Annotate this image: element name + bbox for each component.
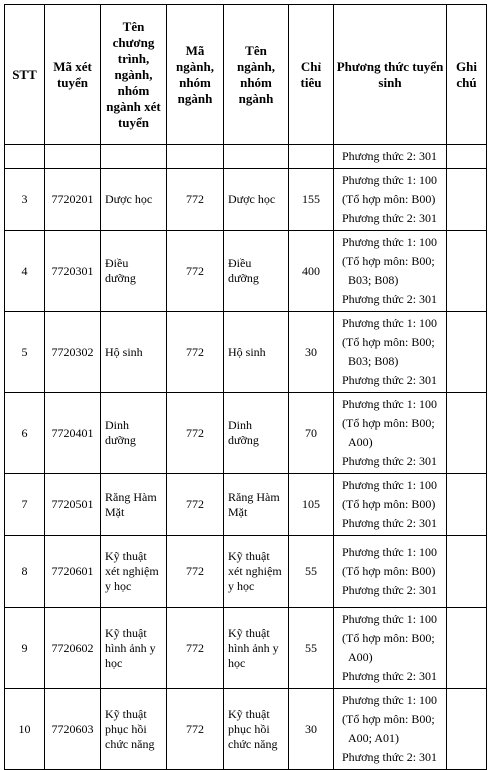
- cell-empty: [289, 145, 334, 169]
- cell-phuong-thuc: [334, 145, 447, 169]
- header-stt: STT: [5, 5, 45, 145]
- cell-empty: [224, 145, 289, 169]
- cell-ma-nganh: 772: [167, 608, 224, 689]
- table-row: [5, 169, 487, 231]
- cell-empty: [167, 145, 224, 169]
- header-ghi-chu: Ghi chú: [447, 5, 487, 145]
- cell-ma-xet-tuyen: 7720603: [45, 689, 101, 770]
- cell-ten-nganh: Hộ sinh: [224, 312, 289, 393]
- header-ma-xet-tuyen: Mã xét tuyển: [45, 5, 101, 145]
- admissions-table: [4, 4, 487, 770]
- method-line: (Tổ hợp môn: B00;: [342, 631, 435, 645]
- cell-stt: 3: [5, 169, 45, 231]
- cell-phuong-thuc: [334, 608, 447, 689]
- method-line: Phương thức 2: 301: [342, 750, 438, 764]
- cell-ma-nganh: 772: [167, 312, 224, 393]
- method-line: Phương thức 2: 301: [342, 149, 438, 163]
- cell-stt: 9: [5, 608, 45, 689]
- table-row: [5, 393, 487, 474]
- cell-ghi-chu: [447, 312, 487, 393]
- cell-ten-nganh: Răng Hàm Mặt: [224, 474, 289, 536]
- cell-ten-chuong-trinh: Răng Hàm Mặt: [101, 474, 167, 536]
- header-ten-chuong-trinh: Tên chương trình, ngành, nhóm ngành xét tuyển: [101, 5, 167, 145]
- header-ma-nganh: Mã ngành, nhóm ngành: [167, 5, 224, 145]
- cell-chi-tieu: 55: [289, 608, 334, 689]
- method-line: (Tổ hợp môn: B00;: [342, 335, 435, 349]
- cell-ten-chuong-trinh: Kỹ thuật xét nghiệm y học: [101, 536, 167, 608]
- cell-ghi-chu: [447, 689, 487, 770]
- cell-phuong-thuc: [334, 312, 447, 393]
- method-line: Phương thức 2: 301: [342, 454, 438, 468]
- cell-ma-xet-tuyen: 7720601: [45, 536, 101, 608]
- cell-ten-nganh: Kỹ thuật hình ảnh y học: [224, 608, 289, 689]
- cell-ghi-chu: [447, 169, 487, 231]
- method-line: (Tổ hợp môn: B00): [342, 497, 436, 511]
- method-line: (Tổ hợp môn: B00;: [342, 416, 435, 430]
- cell-ten-chuong-trinh: Kỹ thuật hình ảnh y học: [101, 608, 167, 689]
- table-row: [5, 474, 487, 536]
- cell-chi-tieu: 155: [289, 169, 334, 231]
- method-line: Phương thức 2: 301: [342, 292, 438, 306]
- cell-chi-tieu: 105: [289, 474, 334, 536]
- method-line: Phương thức 1: 100: [342, 316, 438, 330]
- cell-ten-chuong-trinh: Kỹ thuật phục hồi chức năng: [101, 689, 167, 770]
- table-row: [5, 536, 487, 608]
- cell-stt: 10: [5, 689, 45, 770]
- method-line: Phương thức 2: 301: [342, 211, 438, 225]
- cell-chi-tieu: 30: [289, 312, 334, 393]
- method-line: Phương thức 1: 100: [342, 693, 438, 707]
- cell-ma-xet-tuyen: 7720401: [45, 393, 101, 474]
- cell-stt: 5: [5, 312, 45, 393]
- cell-ghi-chu: [447, 474, 487, 536]
- cell-ghi-chu: [447, 536, 487, 608]
- cell-phuong-thuc: [334, 689, 447, 770]
- cell-ghi-chu: [447, 231, 487, 312]
- method-line: Phương thức 2: 301: [342, 373, 438, 387]
- cell-stt: 8: [5, 536, 45, 608]
- table-row: [5, 689, 487, 770]
- cell-chi-tieu: 55: [289, 536, 334, 608]
- method-line: Phương thức 2: 301: [342, 516, 438, 530]
- method-line: Phương thức 2: 301: [342, 583, 438, 597]
- method-line: (Tổ hợp môn: B00;: [342, 712, 435, 726]
- cell-chi-tieu: 30: [289, 689, 334, 770]
- cell-ten-nganh: Dược học: [224, 169, 289, 231]
- cell-ten-chuong-trinh: Điều dưỡng: [101, 231, 167, 312]
- cell-phuong-thuc: [334, 231, 447, 312]
- cell-ma-nganh: 772: [167, 689, 224, 770]
- method-line: (Tổ hợp môn: B00): [342, 192, 436, 206]
- method-line: B03; B08): [348, 354, 399, 368]
- table-row: [5, 312, 487, 393]
- table-row: [5, 231, 487, 312]
- cell-empty: [45, 145, 101, 169]
- cell-ten-nganh: Điều dưỡng: [224, 231, 289, 312]
- method-line: Phương thức 2: 301: [342, 669, 438, 683]
- cell-ghi-chu: [447, 608, 487, 689]
- table-row-continued: [5, 145, 487, 169]
- cell-stt: 4: [5, 231, 45, 312]
- cell-chi-tieu: 400: [289, 231, 334, 312]
- method-line: Phương thức 1: 100: [342, 397, 438, 411]
- cell-ma-xet-tuyen: 7720201: [45, 169, 101, 231]
- cell-ghi-chu: [447, 393, 487, 474]
- method-line: Phương thức 1: 100: [342, 545, 438, 559]
- cell-stt: 6: [5, 393, 45, 474]
- header-phuong-thuc: Phương thức tuyển sinh: [334, 5, 447, 145]
- method-line: (Tổ hợp môn: B00): [342, 564, 436, 578]
- cell-chi-tieu: 70: [289, 393, 334, 474]
- cell-ma-xet-tuyen: 7720302: [45, 312, 101, 393]
- table-row: [5, 608, 487, 689]
- cell-ma-nganh: 772: [167, 231, 224, 312]
- cell-phuong-thuc: [334, 474, 447, 536]
- cell-ten-chuong-trinh: Hộ sinh: [101, 312, 167, 393]
- method-line: A00): [348, 435, 373, 449]
- cell-phuong-thuc: [334, 169, 447, 231]
- cell-ma-xet-tuyen: 7720501: [45, 474, 101, 536]
- cell-ten-nganh: Kỹ thuật xét nghiệm y học: [224, 536, 289, 608]
- cell-ma-nganh: 772: [167, 393, 224, 474]
- cell-ma-xet-tuyen: 7720602: [45, 608, 101, 689]
- method-line: Phương thức 1: 100: [342, 235, 438, 249]
- method-line: A00; A01): [348, 731, 399, 745]
- cell-ma-xet-tuyen: 7720301: [45, 231, 101, 312]
- cell-phuong-thuc: [334, 393, 447, 474]
- cell-stt: 7: [5, 474, 45, 536]
- method-line: (Tổ hợp môn: B00;: [342, 254, 435, 268]
- cell-ten-nganh: Kỹ thuật phục hồi chức năng: [224, 689, 289, 770]
- cell-empty: [5, 145, 45, 169]
- method-line: B03; B08): [348, 273, 399, 287]
- cell-ma-nganh: 772: [167, 536, 224, 608]
- method-line: A00): [348, 650, 373, 664]
- header-chi-tieu: Chỉ tiêu: [289, 5, 334, 145]
- method-line: Phương thức 1: 100: [342, 612, 438, 626]
- header-ten-nganh: Tên ngành, nhóm ngành: [224, 5, 289, 145]
- cell-phuong-thuc: [334, 536, 447, 608]
- cell-ten-chuong-trinh: Dược học: [101, 169, 167, 231]
- cell-ma-nganh: 772: [167, 169, 224, 231]
- method-line: Phương thức 1: 100: [342, 173, 438, 187]
- method-line: Phương thức 1: 100: [342, 478, 438, 492]
- table-body: [5, 145, 487, 770]
- cell-ten-chuong-trinh: Dinh dưỡng: [101, 393, 167, 474]
- cell-ten-nganh: Dinh dưỡng: [224, 393, 289, 474]
- table-header-row: [5, 5, 487, 145]
- cell-ma-nganh: 772: [167, 474, 224, 536]
- cell-ghi-chu: [447, 145, 487, 169]
- cell-empty: [101, 145, 167, 169]
